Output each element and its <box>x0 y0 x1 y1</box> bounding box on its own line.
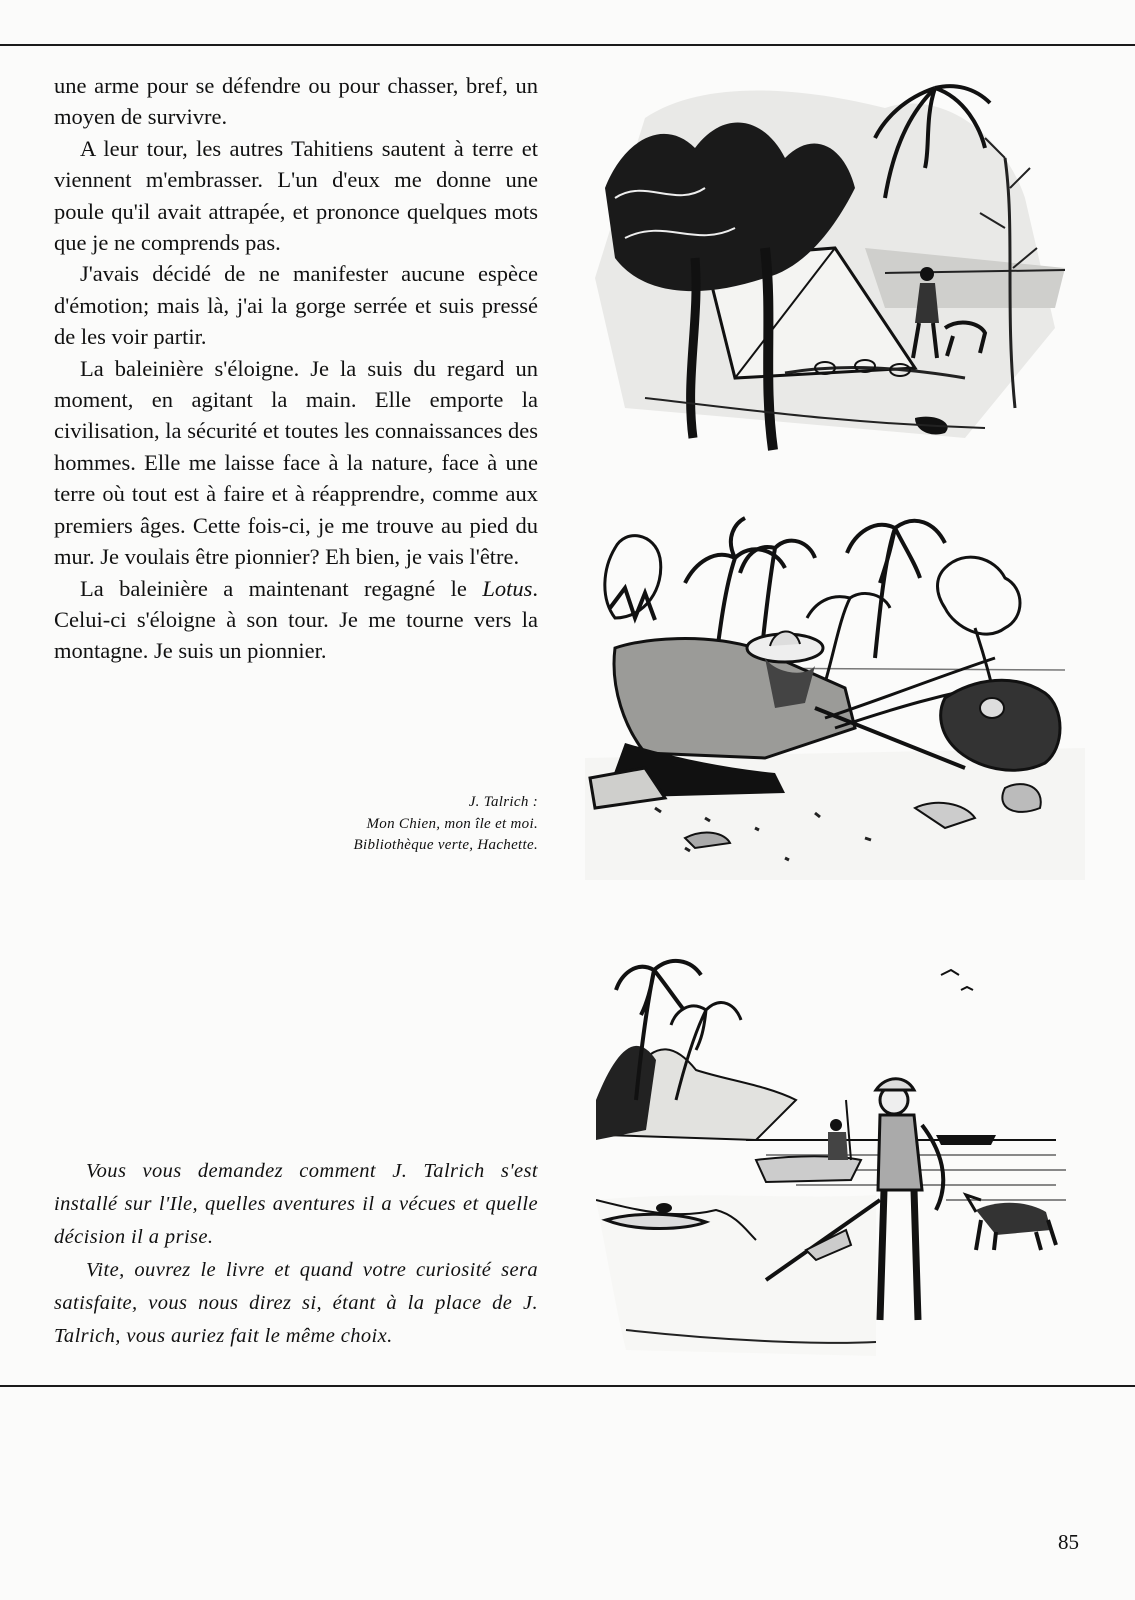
paragraph-3: J'avais décidé de ne manifester aucune espèce d'émotion; mais là, j'ai la gorge serrée et suis pressé de les voir partir. <box>54 261 538 350</box>
beach-departure-illustration <box>596 950 1086 1356</box>
credit-author: J. Talrich : <box>468 794 538 810</box>
paragraph-4: La baleinière s'éloigne. Je la suis du regard un moment, en agitant la main. Elle emporte la civilisation, la sécurité et toutes les connaissances des hommes. Elle me laisse face à la nature, face à une terre où tout est à faire et à réapprendre, comme aux premiers âges. Cette fois-ci, je me trouve au pied du mur. Je voulais être pionnier? Eh bien, je vais l'être. <box>54 355 538 570</box>
teaser-text <box>54 1155 538 1353</box>
paragraph-5 <box>54 573 538 667</box>
page-number: 85 <box>1058 1530 1079 1554</box>
paragraph-2: A leur tour, les autres Tahitiens sautent à terre et viennent m'embrasser. L'un d'eux me donne une poule qu'il avait attrapée, et prononce quelques mots que je ne comprends pas. <box>54 135 538 256</box>
ship-name: Lotus <box>482 575 533 601</box>
top-rule <box>0 44 1135 46</box>
teaser-paragraph-2: Vite, ouvrez le livre et quand votre curiosité sera satisfaite, vous nous direz si, étant à la place de J. Talrich, vous auriez fait le même choix. <box>54 1259 538 1347</box>
credit-publisher: Bibliothèque verte, Hachette. <box>353 837 538 853</box>
story-text <box>54 70 538 667</box>
crawling-man-illustration <box>585 508 1085 880</box>
teaser-paragraph-1: Vous vous demandez comment J. Talrich s'est installé sur l'Ile, quelles aventures il a vécues et quelle décision il a prise. <box>54 1160 538 1248</box>
paragraph-5-start: La baleinière a maintenant regagné le <box>80 575 483 601</box>
tent-camp-illustration <box>585 78 1085 468</box>
credit-title: Mon Chien, mon île et moi. <box>366 815 538 832</box>
paragraph-5-end: . Celui-ci s'éloigne à son tour. Je me tourne vers la montagne. Je suis un pionnier. <box>54 575 538 664</box>
bottom-rule <box>0 1385 1135 1387</box>
paragraph-1: une arme pour se défendre ou pour chasser, bref, un moyen de survivre. <box>54 73 538 130</box>
source-credit <box>218 792 538 857</box>
